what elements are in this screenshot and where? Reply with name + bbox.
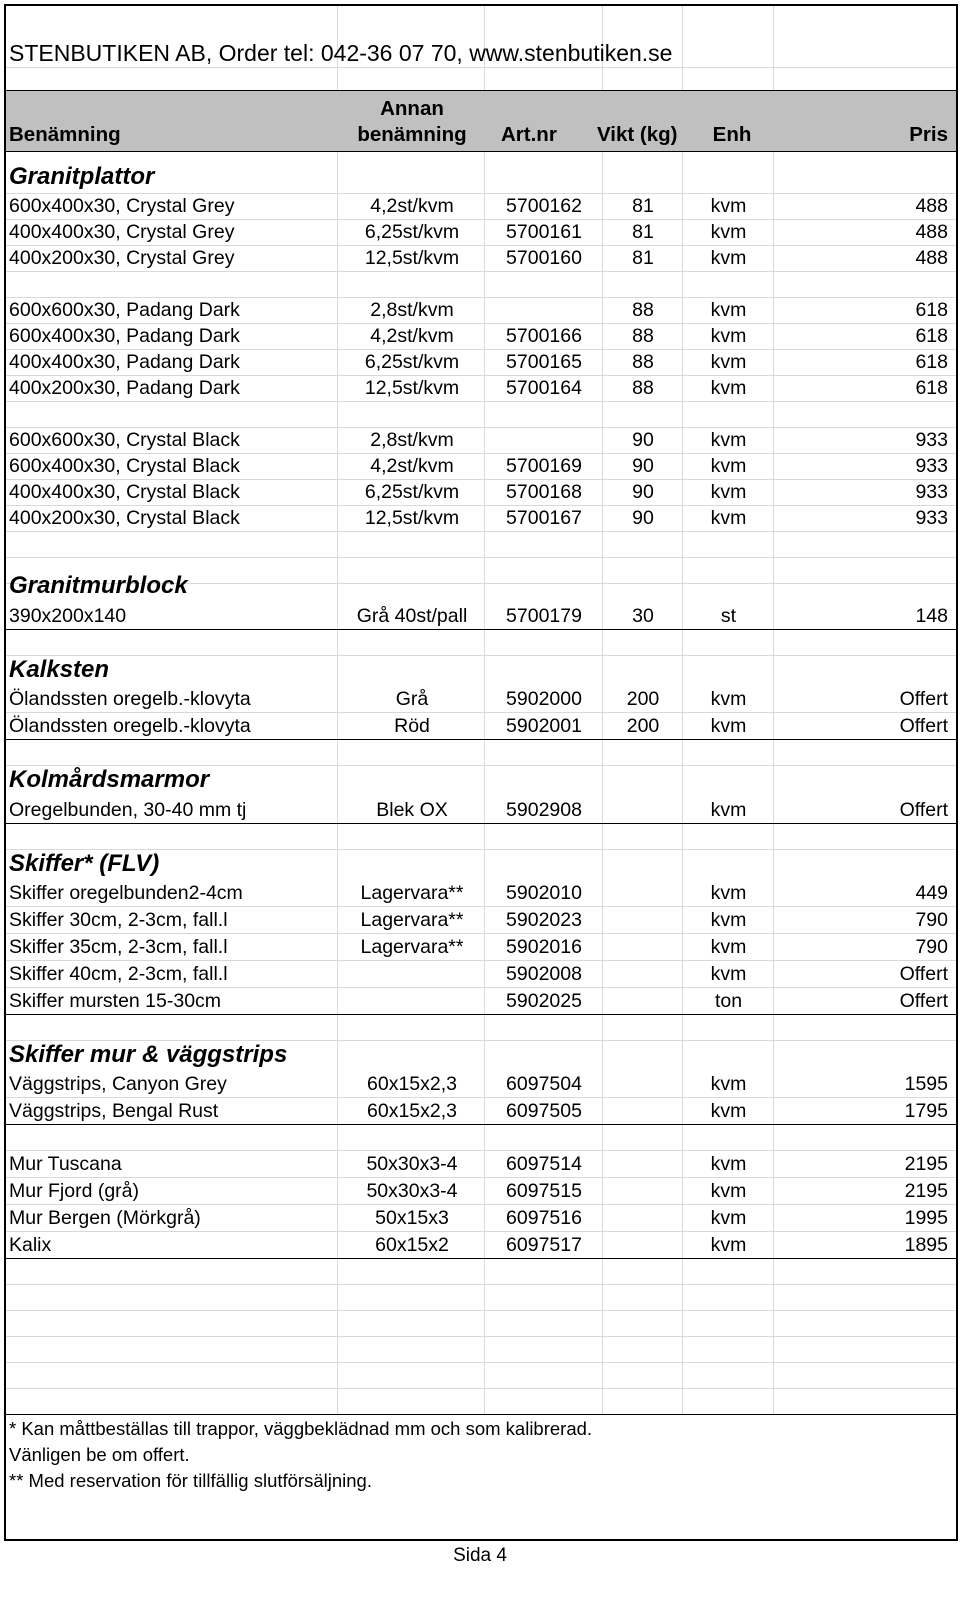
table-row (6, 324, 956, 350)
table-row (6, 376, 956, 402)
table-row (6, 686, 956, 713)
table-row (6, 934, 956, 961)
cell-enh: kvm (710, 909, 747, 931)
cell-name: Skiffer 40cm, 2-3cm, fall.l (9, 963, 228, 985)
cell-other: 4,2st/kvm (370, 325, 454, 347)
cell-name: Ölandssten oregelb.-klovyta (9, 688, 251, 710)
cell-name: 400x400x30, Crystal Black (9, 481, 240, 503)
cell-name: Oregelbunden, 30-40 mm tj (9, 799, 247, 821)
table-row (6, 506, 956, 532)
cell-artnr: 5700167 (506, 507, 582, 529)
table-row (6, 1205, 956, 1232)
cell-vikt: 88 (632, 377, 654, 399)
cell-enh: kvm (710, 1180, 747, 1202)
table-row (6, 880, 956, 907)
table-row (6, 988, 956, 1015)
section-row (6, 1041, 956, 1071)
cell-artnr: 5700164 (506, 377, 582, 399)
cell-pris: 1995 (904, 1207, 948, 1229)
cell-pris: 1595 (904, 1073, 948, 1095)
cell-name: 400x400x30, Crystal Grey (9, 221, 235, 243)
table-row (6, 1071, 956, 1098)
spacer-row (6, 1389, 956, 1415)
spacer-row (6, 1015, 956, 1041)
cell-other: Grå 40st/pall (356, 605, 468, 627)
cell-enh: kvm (710, 1073, 747, 1095)
cell-pris: 790 (915, 936, 948, 958)
notes-block (6, 1415, 956, 1541)
cell-other: 60x15x2,3 (367, 1100, 457, 1122)
cell-name: 400x200x30, Padang Dark (9, 377, 240, 399)
cell-pris: Offert (899, 963, 948, 985)
cell-pris: 618 (915, 325, 948, 347)
spacer-row (6, 272, 956, 298)
price-list-sheet (4, 4, 958, 1541)
cell-enh: kvm (710, 1100, 747, 1122)
cell-name: Kalix (9, 1234, 52, 1256)
cell-other: 6,25st/kvm (364, 221, 460, 243)
table-row (6, 350, 956, 376)
header-enh: Enh (712, 123, 752, 146)
cell-other: 60x15x2 (375, 1234, 449, 1256)
header-benamning: Benämning (9, 123, 121, 146)
cell-name: 600x600x30, Padang Dark (9, 299, 240, 321)
cell-artnr: 5902023 (506, 909, 582, 931)
cell-other: 50x30x3-4 (366, 1153, 458, 1175)
cell-pris: Offert (899, 688, 948, 710)
section-kolmardsmarmor: Kolmårdsmarmor (9, 766, 210, 793)
cell-artnr: 5902016 (506, 936, 582, 958)
cell-enh: kvm (710, 1234, 747, 1256)
section-row (6, 850, 956, 880)
table-row (6, 480, 956, 506)
cell-enh: kvm (710, 799, 747, 821)
cell-artnr: 5902008 (506, 963, 582, 985)
title-row (6, 32, 956, 68)
cell-pris: Offert (899, 715, 948, 737)
section-row (6, 572, 956, 602)
cell-other: 50x15x3 (375, 1207, 449, 1229)
cell-other: 50x30x3-4 (366, 1180, 458, 1202)
cell-pris: 933 (915, 455, 948, 477)
section-row (6, 656, 956, 686)
cell-enh: kvm (710, 1153, 747, 1175)
cell-artnr: 6097514 (506, 1153, 582, 1175)
cell-artnr: 5700165 (506, 351, 582, 373)
cell-enh: kvm (710, 195, 747, 217)
cell-name: 400x400x30, Padang Dark (9, 351, 240, 373)
cell-vikt: 90 (632, 481, 654, 503)
cell-pris: 2195 (904, 1180, 948, 1202)
cell-enh: kvm (710, 299, 747, 321)
table-row (6, 907, 956, 934)
cell-enh: kvm (710, 936, 747, 958)
cell-name: Väggstrips, Bengal Rust (9, 1100, 219, 1122)
cell-artnr: 5902908 (506, 799, 582, 821)
table-row (6, 428, 956, 454)
cell-other: 2,8st/kvm (370, 299, 454, 321)
column-header-bar (6, 90, 956, 152)
spacer-row (6, 1363, 956, 1389)
table-row (6, 1232, 956, 1259)
cell-enh: kvm (710, 882, 747, 904)
header-vikt: Vikt (kg) (597, 123, 678, 146)
cell-vikt: 88 (632, 325, 654, 347)
table-row (6, 796, 956, 824)
cell-artnr: 5700166 (506, 325, 582, 347)
cell-other: Grå (395, 688, 429, 710)
cell-vikt: 200 (626, 688, 660, 710)
cell-pris: 1895 (904, 1234, 948, 1256)
cell-enh: kvm (710, 1207, 747, 1229)
cell-name: Väggstrips, Canyon Grey (9, 1073, 227, 1095)
cell-pris: 2195 (904, 1153, 948, 1175)
cell-other: Lagervara** (360, 909, 464, 931)
cell-artnr: 6097515 (506, 1180, 582, 1202)
cell-enh: kvm (710, 377, 747, 399)
cell-other: Blek OX (376, 799, 448, 821)
cell-name: 390x200x140 (9, 605, 127, 627)
cell-pris: 488 (915, 247, 948, 269)
cell-enh: kvm (710, 963, 747, 985)
header-annan: Annan (380, 97, 444, 120)
cell-other: Röd (394, 715, 430, 737)
cell-artnr: 5700162 (506, 195, 582, 217)
cell-enh: kvm (710, 247, 747, 269)
cell-vikt: 90 (632, 455, 654, 477)
table-row (6, 1098, 956, 1125)
cell-enh: st (720, 605, 737, 627)
spacer-row (6, 1125, 956, 1151)
cell-enh: kvm (710, 429, 747, 451)
cell-enh: kvm (710, 351, 747, 373)
cell-pris: 790 (915, 909, 948, 931)
spacer-row (6, 1259, 956, 1285)
table-row (6, 1151, 956, 1178)
cell-other: 12,5st/kvm (364, 507, 460, 529)
cell-pris: 618 (915, 351, 948, 373)
cell-vikt: 90 (632, 507, 654, 529)
cell-pris: 488 (915, 195, 948, 217)
header-pris: Pris (909, 123, 948, 146)
cell-pris: 488 (915, 221, 948, 243)
cell-name: Mur Fjord (grå) (9, 1180, 140, 1202)
cell-artnr: 5902001 (506, 715, 582, 737)
cell-name: 600x400x30, Crystal Black (9, 455, 240, 477)
cell-enh: kvm (710, 688, 747, 710)
spacer-row (6, 1311, 956, 1337)
cell-enh: kvm (710, 507, 747, 529)
header-artnr: Art.nr (501, 123, 557, 146)
cell-other: 12,5st/kvm (364, 247, 460, 269)
cell-name: 400x200x30, Crystal Black (9, 507, 240, 529)
page-title: STENBUTIKEN AB, Order tel: 042-36 07 70, www.stenbutiken.se (9, 40, 673, 66)
cell-pris: 449 (915, 882, 948, 904)
note-line: * Kan måttbeställas till trappor, väggbeklädnad mm och som kalibrerad. (9, 1418, 593, 1439)
header-annan-benamning: benämning (357, 123, 467, 146)
note-line: Vänligen be om offert. (9, 1444, 190, 1465)
cell-name: Skiffer 35cm, 2-3cm, fall.l (9, 936, 228, 958)
cell-pris: 933 (915, 429, 948, 451)
cell-artnr: 5700160 (506, 247, 582, 269)
cell-artnr: 5902000 (506, 688, 582, 710)
cell-enh: kvm (710, 481, 747, 503)
section-row (6, 766, 956, 796)
cell-artnr: 5902010 (506, 882, 582, 904)
cell-other: 12,5st/kvm (364, 377, 460, 399)
cell-pris: 148 (915, 605, 948, 627)
cell-pris: 618 (915, 377, 948, 399)
cell-name: Mur Tuscana (9, 1153, 122, 1175)
spacer-row (6, 740, 956, 766)
cell-artnr: 6097505 (506, 1100, 582, 1122)
section-skiffer: Skiffer* (FLV) (9, 850, 160, 877)
table-row (6, 602, 956, 630)
cell-vikt: 90 (632, 429, 654, 451)
table-row (6, 194, 956, 220)
cell-enh: kvm (710, 325, 747, 347)
cell-artnr: 5700168 (506, 481, 582, 503)
cell-vikt: 81 (632, 247, 654, 269)
section-granitplattor: Granitplattor (9, 163, 155, 190)
cell-name: Skiffer 30cm, 2-3cm, fall.l (9, 909, 228, 931)
page-number: Sida 4 (453, 1545, 507, 1566)
cell-other: 6,25st/kvm (364, 351, 460, 373)
table-row (6, 246, 956, 272)
cell-artnr: 6097516 (506, 1207, 582, 1229)
section-kalksten: Kalksten (9, 656, 110, 683)
cell-other: 4,2st/kvm (370, 195, 454, 217)
cell-other: 60x15x2,3 (367, 1073, 457, 1095)
cell-pris: 1795 (904, 1100, 948, 1122)
cell-other: Lagervara** (360, 882, 464, 904)
cell-other: 2,8st/kvm (370, 429, 454, 451)
table-row (6, 454, 956, 480)
cell-artnr: 6097517 (506, 1234, 582, 1256)
table-row (6, 220, 956, 246)
cell-name: Skiffer mursten 15-30cm (9, 990, 222, 1012)
section-row (6, 163, 956, 194)
spacer-row (6, 1337, 956, 1363)
spacer-row (6, 1285, 956, 1311)
cell-name: 600x400x30, Padang Dark (9, 325, 240, 347)
cell-pris: Offert (899, 990, 948, 1012)
cell-pris: 933 (915, 481, 948, 503)
cell-enh: kvm (710, 455, 747, 477)
cell-artnr: 5700169 (506, 455, 582, 477)
cell-artnr: 6097504 (506, 1073, 582, 1095)
cell-enh: kvm (710, 715, 747, 737)
cell-other: 6,25st/kvm (364, 481, 460, 503)
cell-artnr: 5700161 (506, 221, 582, 243)
cell-vikt: 30 (632, 605, 654, 627)
cell-vikt: 81 (632, 195, 654, 217)
spacer-row (6, 824, 956, 850)
cell-artnr: 5700179 (506, 605, 582, 627)
spacer-row (6, 532, 956, 558)
cell-other: 4,2st/kvm (370, 455, 454, 477)
section-skiffer-mur: Skiffer mur & väggstrips (9, 1041, 288, 1068)
cell-vikt: 200 (626, 715, 660, 737)
cell-name: 600x400x30, Crystal Grey (9, 195, 235, 217)
cell-name: 600x600x30, Crystal Black (9, 429, 240, 451)
cell-vikt: 81 (632, 221, 654, 243)
cell-name: Ölandssten oregelb.-klovyta (9, 715, 251, 737)
cell-pris: Offert (899, 799, 948, 821)
table-row (6, 1178, 956, 1205)
spacer-row (6, 630, 956, 656)
table-row (6, 298, 956, 324)
cell-vikt: 88 (632, 299, 654, 321)
spacer-row (6, 402, 956, 428)
cell-enh: ton (714, 990, 743, 1012)
cell-other: Lagervara** (360, 936, 464, 958)
cell-vikt: 88 (632, 351, 654, 373)
table-row (6, 713, 956, 740)
cell-enh: kvm (710, 221, 747, 243)
note-line: ** Med reservation för tillfällig slutförsäljning. (9, 1470, 372, 1491)
cell-pris: 933 (915, 507, 948, 529)
cell-pris: 618 (915, 299, 948, 321)
section-granitmurblock: Granitmurblock (9, 572, 188, 599)
table-row (6, 961, 956, 988)
cell-name: Mur Bergen (Mörkgrå) (9, 1207, 201, 1229)
cell-name: Skiffer oregelbunden2-4cm (9, 882, 243, 904)
cell-artnr: 5902025 (506, 990, 582, 1012)
cell-name: 400x200x30, Crystal Grey (9, 247, 235, 269)
